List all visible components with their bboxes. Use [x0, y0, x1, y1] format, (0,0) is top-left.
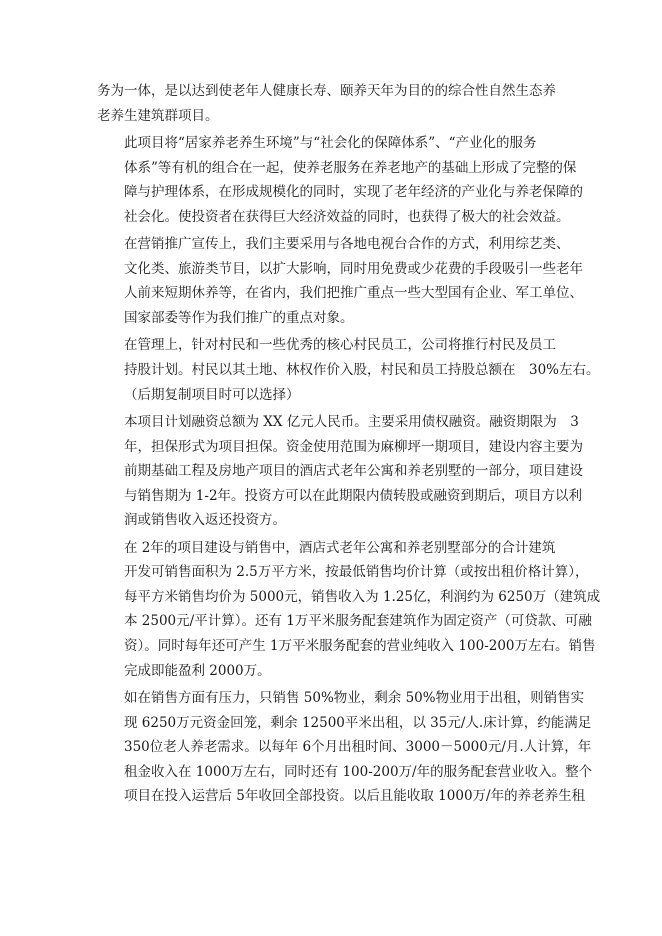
text-line: 租金收入在 1000万左右，同时还有 100-200万/年的服务配套营业收入。整个 — [124, 763, 593, 780]
text-line: 文化类、旅游类节目，以扩大影响，同时用免费或少花费的手段吸引一些老年 — [124, 260, 583, 277]
text-line: （后期复制项目时可以选择） — [124, 386, 300, 403]
text-line: 务为一体，是以达到使老年人健康长寿、颐养天年为目的的综合性自然生态养 — [97, 83, 556, 99]
paragraph — [97, 79, 556, 128]
text-line: 在管理上，针对村民和一些优秀的核心村民员工，公司将推行村民及员工 — [124, 337, 556, 354]
text-line: 每平方米销售均价为 5000元，销售收入为 1.25亿，利润约为 6250万（建筑成 — [124, 588, 601, 605]
text-line: 前期基础工程及房地产项目的酒店式老年公寓和养老别墅的一部分，项目建设 — [124, 463, 583, 480]
text-line: 体系”等有机的组合在一起，使养老服务在养老地产的基础上形成了完整的保 — [124, 159, 577, 176]
paragraph — [97, 333, 600, 407]
text-line: 老养生建筑群项目。 — [97, 107, 219, 124]
text-line: 本项目计划融资总额为 XX 亿元人民币。主要采用债权融资。融资期限为 3 — [124, 413, 579, 430]
text-line: 现 6250万元资金回笼，剩余 12500平米出租，以 35元/人.床计算，约能满足 — [124, 714, 592, 731]
text-line: 在 2年的项目建设与销售中，酒店式老年公寓和养老别墅部分的合计建筑 — [124, 539, 556, 556]
body-text — [97, 79, 601, 812]
text-line: 与销售期为 1-2年。投资方可以在此期限内债转股或融资到期后，项目方以利 — [124, 487, 583, 504]
text-line: 润或销售收入返还投资方。 — [124, 512, 286, 529]
paragraph — [97, 131, 583, 229]
text-line: 资）。同时每年还可产生 1万平米服务配套的营业纯收入 100-200万左右。销售 — [124, 638, 596, 655]
text-line: 人前来短期休养等，在省内，我们把推广重点一些大型国有企业、军工单位、 — [124, 285, 583, 302]
text-line: 社会化。使投资者在获得巨大经济效益的同时，也获得了极大的社会效益。 — [124, 208, 570, 225]
text-line: 开发可销售面积为 2.5万平方米，按最低销售均价计算（或按出租价格计算）， — [124, 564, 589, 581]
paragraph — [97, 536, 601, 684]
paragraph — [97, 686, 593, 809]
text-line: 本 2500元/平计算）。还有 1万平米服务配套建筑作为固定资产（可贷款、可融 — [124, 613, 592, 630]
paragraph — [97, 410, 583, 533]
text-line: 完成即能盈利 2000万。 — [124, 662, 271, 679]
text-line: 持股计划。村民以其土地、林权作价入股，村民和员工持股总额在 30%左右。 — [124, 361, 600, 378]
text-line: 障与护理体系，在形成规模化的同时，实现了老年经济的产业化与养老保障的 — [124, 184, 583, 201]
paragraph — [97, 232, 583, 330]
text-line: 国家部委等作为我们推广的重点对象。 — [124, 309, 354, 326]
text-line: 项目在投入运营后 5年收回全部投资。以后且能收取 1000万/年的养老养生租 — [124, 788, 586, 805]
text-line: 此项目将“居家养老养生环境”与“社会化的保障体系”、“产业化的服务 — [124, 134, 537, 151]
text-line: 在营销推广宣传上，我们主要采用与各地电视台合作的方式，利用综艺类、 — [124, 236, 570, 253]
text-line: 350位老人养老需求。以每年 6个月出租时间、3000－5000元/月.人计算，年 — [124, 739, 592, 756]
text-line: 年，担保形式为项目担保。资金使用范围为麻柳坪一期项目，建设内容主要为 — [124, 438, 583, 455]
text-line: 如在销售方面有压力，只销售 50%物业，剩余 50%物业用于出租，则销售实 — [124, 690, 585, 707]
